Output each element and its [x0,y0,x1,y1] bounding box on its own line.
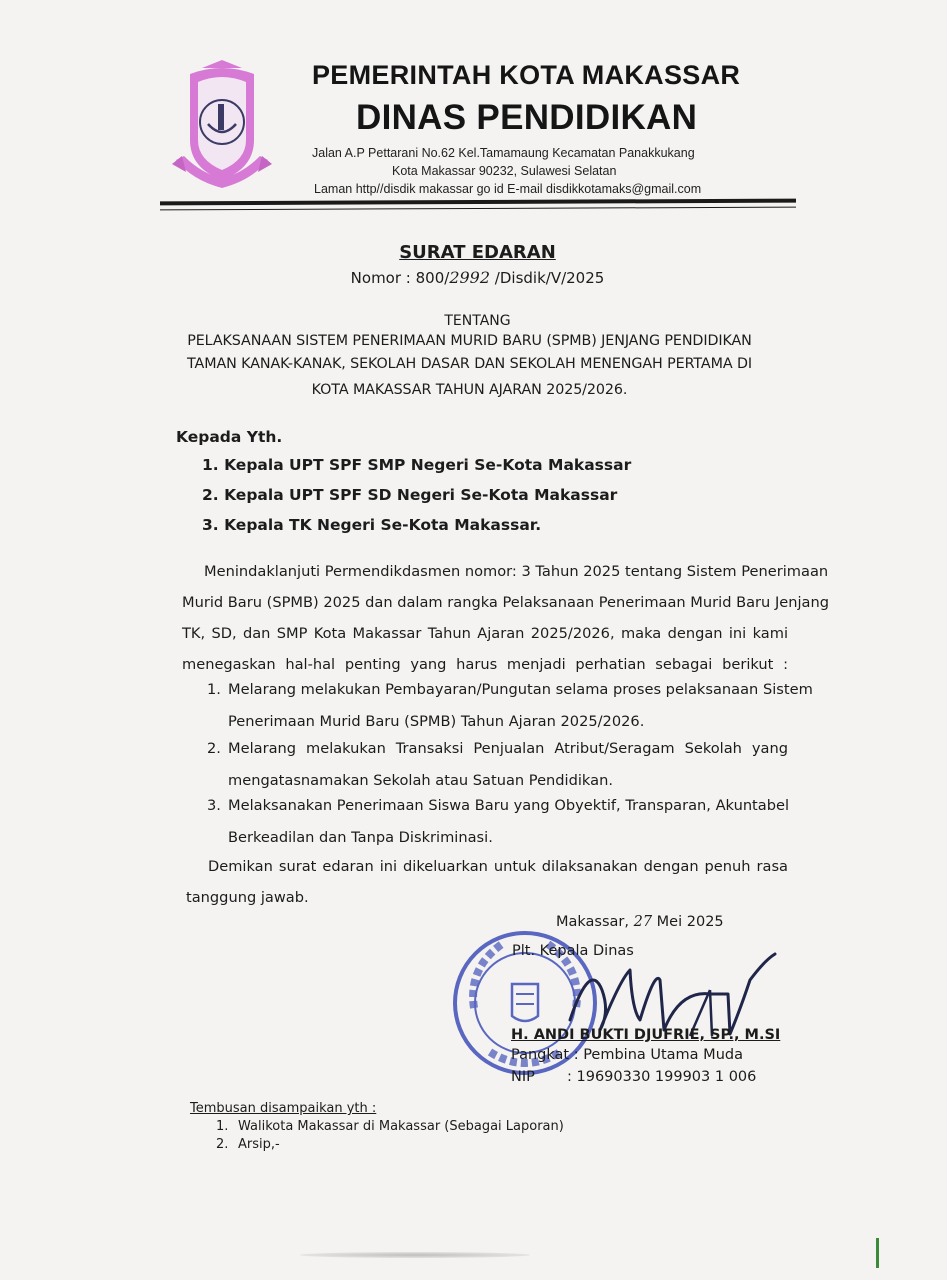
signer-title: Plt. Kepala Dinas [512,943,634,959]
cc-number: 1. [216,1119,229,1134]
number-prefix: Nomor : 800/ [350,269,450,287]
paragraph-line: TK, SD, dan SMP Kota Makassar Tahun Ajaran 2025/2026, maka dengan ini kami [182,625,788,642]
subject-line: KOTA MAKASSAR TAHUN AJARAN 2025/2026. [311,382,628,398]
point-line: Melaksanakan Penerimaan Siswa Baru yang Obyektif, Transparan, Akuntabel [228,797,790,814]
intro-paragraph [182,563,829,687]
nip-value: : 19690330 199903 1 006 [567,1069,757,1085]
addressee-label: Kepada Yth. [176,428,283,446]
point-item [228,740,788,804]
subject-line: TAMAN KANAK-KANAK, SEKOLAH DASAR DAN SEKOLAH MENENGAH PERTAMA DI [187,356,752,372]
signer-nip [511,1069,757,1085]
document-number [4,268,947,287]
cc-number: 2. [216,1137,229,1152]
signer-rank: Pangkat : Pembina Utama Muda [511,1047,743,1063]
closing-paragraph [186,858,788,920]
point-line: Berkeadilan dan Tanpa Diskriminasi. [228,829,493,846]
cc-item [216,1119,564,1134]
point-item [228,681,813,745]
recipient-item: 1. Kepala UPT SPF SMP Negeri Se-Kota Makassar [202,456,632,474]
government-name: PEMERINTAH KOTA MAKASSAR [312,60,741,90]
point-number: 2. [207,740,221,757]
point-item [228,797,788,861]
nip-label: NIP [511,1069,535,1085]
month-year: Mei 2025 [652,914,724,930]
paragraph-line: tanggung jawab. [186,889,309,906]
paragraph-line: Murid Baru (SPMB) 2025 dan dalam rangka Pelaksanaan Penerimaan Murid Baru Jenjang [182,594,829,611]
paragraph-line: menegaskan hal-hal penting yang harus menjadi perhatian sebagai berikut : [182,656,788,673]
about-label: TENTANG [444,313,511,329]
document-title: SURAT EDARAN [399,242,556,263]
point-number: 3. [207,797,221,814]
handwritten-number: 2992 [449,268,491,287]
cc-text: Walikota Makassar di Makassar (Sebagai Laporan) [238,1119,564,1134]
makassar-city-emblem-icon [172,60,272,190]
recipient-item: 3. Kepala TK Negeri Se-Kota Makassar. [202,516,542,534]
number-suffix: /Disdik/V/2025 [490,269,605,287]
contact-line: Laman http//disdik makassar go id E-mail disdikkotamaks@gmail.com [314,182,702,196]
cc-item [216,1137,280,1152]
paragraph-line: Menindaklanjuti Permendikdasmen nomor: 3 Tahun 2025 tentang Sistem Penerimaan [204,563,829,580]
place: Makassar, [556,914,634,930]
point-number: 1. [207,681,221,698]
letterhead-divider-thin [160,207,796,211]
address-line: Kota Makassar 90232, Sulawesi Selatan [392,164,617,178]
signer-name: H. ANDI BUKTI DJUFRIE, SP., M.SI [511,1027,781,1043]
department-name: DINAS PENDIDIKAN [356,98,698,137]
point-line: mengatasnamakan Sekolah atau Satuan Pendidikan. [228,772,613,789]
ink-mark [876,1238,879,1268]
recipient-item: 2. Kepala UPT SPF SD Negeri Se-Kota Makassar [202,486,618,504]
paragraph-line: Demikan surat edaran ini dikeluarkan untuk dilaksanakan dengan penuh rasa [208,858,788,875]
letterhead-divider [160,199,796,206]
subject-line: PELAKSANAAN SISTEM PENERIMAAN MURID BARU (SPMB) JENJANG PENDIDIKAN [187,333,752,349]
cc-text: Arsip,- [238,1137,280,1152]
scan-smudge [300,1252,530,1258]
point-line: Melarang melakukan Pembayaran/Pungutan selama proses pelaksanaan Sistem [228,681,813,698]
point-line: Penerimaan Murid Baru (SPMB) Tahun Ajaran 2025/2026. [228,713,645,730]
handwritten-day: 27 [633,914,653,930]
cc-label: Tembusan disampaikan yth : [190,1101,377,1116]
point-line: Melarang melakukan Transaksi Penjualan Atribut/Seragam Sekolah yang [228,740,788,757]
address-line: Jalan A.P Pettarani No.62 Kel.Tamamaung Kecamatan Panakkukang [312,146,695,160]
